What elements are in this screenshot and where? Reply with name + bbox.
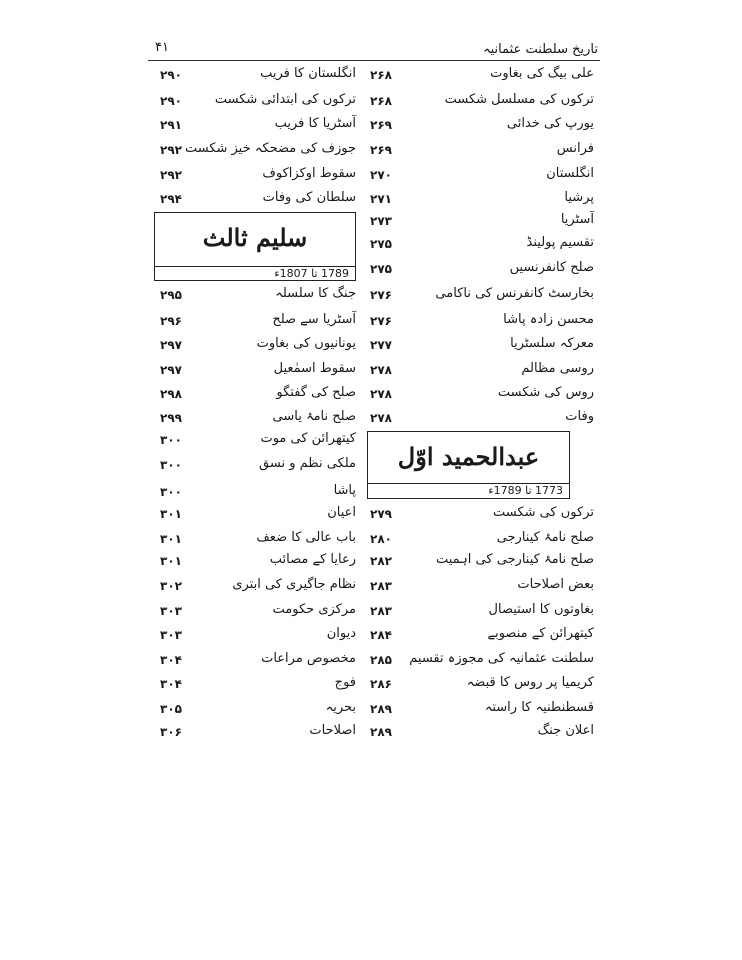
entry-title: جوزف کی مضحکہ خیز شکست (184, 141, 356, 156)
entry-title: یورپ کی خدائی (506, 116, 594, 131)
entry-page-number: ۳۰۶ (160, 725, 182, 739)
entry-page-number: ۲۷۱ (370, 192, 392, 206)
entry-title: اصلاحات (309, 723, 356, 738)
entry-title: سلطنت عثمانیہ کی مجوزہ تقسیم (409, 651, 594, 666)
section-dates: 1773 تا 1789ء (488, 484, 563, 497)
entry-title: آسٹریا سے صلح (272, 312, 356, 327)
entry-page-number: ۳۰۵ (160, 702, 182, 716)
entry-page-number: ۲۷۹ (370, 507, 392, 521)
entry-page-number: ۲۷۳ (370, 214, 392, 228)
entry-page-number: ۲۷۷ (370, 338, 392, 352)
entry-page-number: ۲۶۹ (370, 118, 392, 132)
entry-title: اعیان (327, 505, 356, 520)
entry-title: بخارسٹ کانفرنس کی ناکامی (435, 286, 594, 301)
entry-title: بعض اصلاحات (517, 577, 594, 592)
entry-page-number: ۲۹۷ (160, 363, 182, 377)
entry-title: نظام جاگیری کی ابتری (232, 577, 356, 592)
entry-title: فرانس (556, 141, 594, 156)
entry-page-number: ۳۰۰ (160, 458, 182, 472)
entry-title: باب عالی کا ضعف (256, 530, 356, 545)
entry-title: مخصوص مراعات (261, 651, 356, 666)
entry-page-number: ۲۹۲ (160, 168, 182, 182)
entry-page-number: ۲۶۹ (370, 143, 392, 157)
entry-title: صلح نامۂ یاسی (272, 409, 356, 424)
entry-title: ملکی نظم و نسق (259, 456, 356, 471)
entry-title: پرشیا (564, 190, 594, 205)
entry-page-number: ۲۹۰ (160, 94, 182, 108)
entry-page-number: ۲۸۳ (370, 604, 392, 618)
entry-page-number: ۲۷۵ (370, 262, 392, 276)
entry-page-number: ۲۷۶ (370, 288, 392, 302)
entry-title: ترکوں کی شکست (493, 505, 594, 520)
entry-page-number: ۳۰۱ (160, 532, 182, 546)
entry-title: کیتھرائن کے منصوبے (487, 626, 594, 641)
entry-title: سقوط اوکزاکوف (262, 166, 356, 181)
entry-page-number: ۲۷۸ (370, 411, 392, 425)
section-box-selim (154, 212, 356, 281)
running-title: تاریخ سلطنت عثمانیہ (483, 42, 598, 57)
section-box-abdulhamid (367, 431, 570, 499)
entry-title: دیوان (326, 626, 356, 641)
entry-title: صلح نامۂ کینارجی کی اہمیت (435, 552, 594, 567)
entry-page-number: ۳۰۲ (160, 579, 182, 593)
header-rule (148, 60, 600, 61)
entry-title: صلح کی گفتگو (276, 385, 356, 400)
entry-page-number: ۳۰۳ (160, 628, 182, 642)
entry-title: آسٹریا (560, 212, 594, 227)
entry-title: اعلان جنگ (537, 723, 594, 738)
entry-page-number: ۲۹۰ (160, 68, 182, 82)
entry-title: انگلستان کا فریب (260, 66, 356, 81)
entry-page-number: ۲۷۶ (370, 314, 392, 328)
entry-page-number: ۲۷۸ (370, 363, 392, 377)
entry-page-number: ۳۰۴ (160, 677, 182, 691)
entry-title: ترکوں کی مسلسل شکست (444, 92, 594, 107)
entry-page-number: ۲۸۹ (370, 725, 392, 739)
entry-page-number: ۲۹۵ (160, 288, 182, 302)
entry-page-number: ۳۰۰ (160, 485, 182, 499)
entry-page-number: ۲۷۵ (370, 237, 392, 251)
entry-page-number: ۲۹۱ (160, 118, 182, 132)
entry-title: فوج (334, 675, 356, 690)
entry-title: معرکہ سلسٹریا (510, 336, 594, 351)
entry-page-number: ۲۹۴ (160, 192, 182, 206)
section-dates: 1789 تا 1807ء (274, 267, 349, 280)
entry-title: صلح کانفرنسیں (509, 260, 594, 275)
entry-title: صلح نامۂ کینارجی (496, 530, 594, 545)
entry-page-number: ۲۸۰ (370, 532, 392, 546)
section-title: عبدالحمید اوّل (397, 442, 540, 471)
entry-page-number: ۲۸۶ (370, 677, 392, 691)
entry-title: کریمیا پر روس کا قبضہ (466, 675, 594, 690)
entry-page-number: ۲۷۰ (370, 168, 392, 182)
entry-title: روسی مظالم (521, 361, 594, 376)
entry-page-number: ۲۹۲ (160, 143, 182, 157)
entry-title: قسطنطنیہ کا راستہ (484, 700, 594, 715)
entry-title: کیتھرائن کی موت (260, 431, 356, 446)
entry-title: بغاوتوں کا استیصال (488, 602, 594, 617)
entry-page-number: ۳۰۳ (160, 604, 182, 618)
entry-title: تقسیم پولینڈ (526, 235, 594, 250)
entry-page-number: ۲۸۳ (370, 579, 392, 593)
section-title: سلیم ثالث (202, 223, 308, 252)
entry-page-number: ۲۹۶ (160, 314, 182, 328)
entry-page-number: ۲۸۹ (370, 702, 392, 716)
entry-title: آسٹریا کا فریب (274, 116, 356, 131)
entry-page-number: ۲۸۵ (370, 653, 392, 667)
entry-title: رعایا کے مصائب (269, 552, 356, 567)
entry-title: سلطان کی وفات (262, 190, 356, 205)
entry-title: سقوط اسمٰعیل (273, 361, 356, 376)
entry-title: جنگ کا سلسلہ (275, 286, 356, 301)
entry-title: بحریہ (325, 700, 356, 715)
entry-title: ترکوں کی ابتدائی شکست (214, 92, 356, 107)
entry-title: یونانیوں کی بغاوت (256, 336, 356, 351)
entry-page-number: ۳۰۰ (160, 433, 182, 447)
entry-title: روس کی شکست (497, 385, 594, 400)
entry-title: انگلستان (546, 166, 594, 181)
entry-page-number: ۲۶۸ (370, 94, 392, 108)
entry-title: وفات (565, 409, 594, 424)
entry-page-number: ۲۶۸ (370, 68, 392, 82)
entry-page-number: ۳۰۱ (160, 507, 182, 521)
entry-title: مرکزی حکومت (272, 602, 356, 617)
entry-title: پاشا (333, 483, 356, 498)
entry-title: علی بیگ کی بغاوت (490, 66, 594, 81)
entry-page-number: ۲۸۴ (370, 628, 392, 642)
entry-page-number: ۲۷۸ (370, 387, 392, 401)
entry-page-number: ۳۰۱ (160, 554, 182, 568)
entry-page-number: ۲۹۷ (160, 338, 182, 352)
entry-page-number: ۳۰۴ (160, 653, 182, 667)
entry-title: محسن زادہ پاشا (503, 312, 594, 327)
page-number: ۴۱ (155, 40, 169, 55)
entry-page-number: ۲۹۹ (160, 411, 182, 425)
entry-page-number: ۲۹۸ (160, 387, 182, 401)
entry-page-number: ۲۸۲ (370, 554, 392, 568)
